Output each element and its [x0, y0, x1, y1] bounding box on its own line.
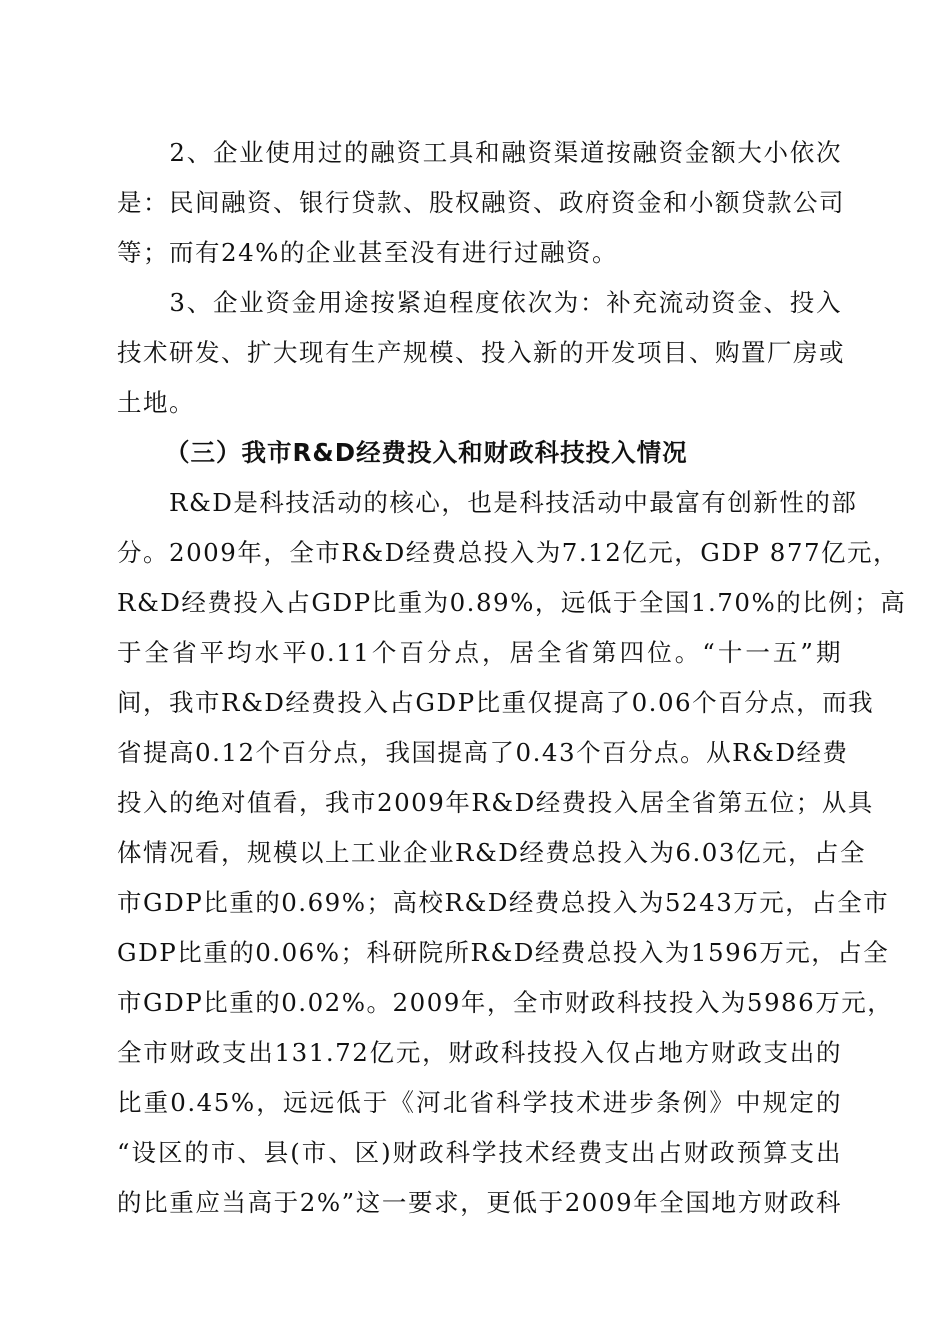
paragraph-2-line-1: 2、企业使用过的融资工具和融资渠道按融资金额大小依次 — [117, 138, 842, 167]
rd-paragraph-line-15: 的比重应当高于2%”这一要求，更低于2009年全国地方财政科 — [117, 1188, 842, 1217]
rd-paragraph-line-5: 间，我市R&D经费投入占GDP比重仅提高了0.06个百分点，而我 — [117, 688, 875, 717]
rd-paragraph-line-13: 比重0.45%，远远低于《河北省科学技术进步条例》中规定的 — [117, 1088, 842, 1117]
paragraph-3-line-2: 技术研发、扩大现有生产规模、投入新的开发项目、购置厂房或 — [117, 338, 845, 367]
rd-paragraph-line-11: 市GDP比重的0.02%。2009年，全市财政科技投入为5986万元， — [117, 988, 894, 1017]
rd-paragraph-line-4: 于全省平均水平0.11个百分点，居全省第四位。“十一五”期 — [117, 638, 842, 667]
rd-paragraph-line-10: GDP比重的0.06%；科研院所R&D经费总投入为1596万元，占全 — [117, 938, 890, 967]
paragraph-3-line-3: 土地。 — [117, 388, 195, 417]
rd-paragraph-line-12: 全市财政支出131.72亿元，财政科技投入仅占地方财政支出的 — [117, 1038, 842, 1067]
rd-paragraph-line-14: “设区的市、县(市、区)财政科学技术经费支出占财政预算支出 — [117, 1138, 842, 1167]
paragraph-2-line-3: 等；而有24%的企业甚至没有进行过融资。 — [117, 238, 618, 267]
rd-paragraph-line-7: 投入的绝对值看，我市2009年R&D经费投入居全省第五位；从具 — [117, 788, 874, 817]
paragraph-3-line-1: 3、企业资金用途按紧迫程度依次为：补充流动资金、投入 — [117, 288, 842, 317]
rd-paragraph-line-8: 体情况看，规模以上工业企业R&D经费总投入为6.03亿元，占全 — [117, 838, 866, 867]
rd-paragraph-line-3: R&D经费投入占GDP比重为0.89%，远低于全国1.70%的比例；高 — [117, 588, 907, 617]
rd-paragraph-line-6: 省提高0.12个百分点，我国提高了0.43个百分点。从R&D经费 — [117, 738, 849, 767]
rd-paragraph-line-2: 分。2009年，全市R&D经费总投入为7.12亿元，GDP 877亿元， — [117, 538, 900, 567]
rd-paragraph-line-9: 市GDP比重的0.69%；高校R&D经费总投入为5243万元，占全市 — [117, 888, 890, 917]
rd-paragraph-line-1: R&D是科技活动的核心，也是科技活动中最富有创新性的部 — [117, 488, 858, 517]
section-heading: （三）我市R&D经费投入和财政科技投入情况 — [165, 438, 688, 467]
paragraph-2-line-2: 是：民间融资、银行贷款、股权融资、政府资金和小额贷款公司 — [117, 188, 845, 217]
